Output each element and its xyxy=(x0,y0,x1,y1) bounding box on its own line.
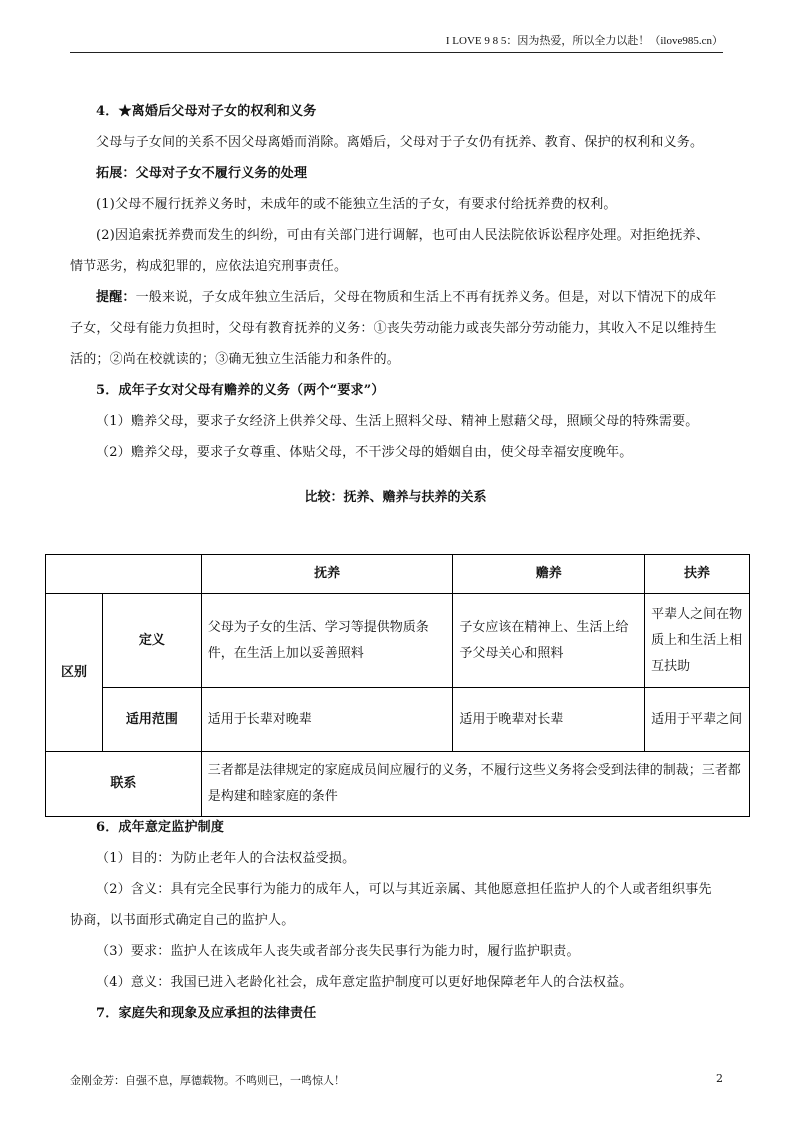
cell-def-fuyang2: 平辈人之间在物质上和生活上相互扶助 xyxy=(645,594,750,688)
table-row xyxy=(46,594,750,688)
header-text: I LOVE 9 8 5：因为热爱，所以全力以赴！（ilove985.cn） xyxy=(445,35,723,47)
section6-title: 6．成年意定监护制度 xyxy=(96,820,225,835)
page-footer xyxy=(70,1072,723,1088)
row-header-dingyi: 定义 xyxy=(102,594,201,688)
section6-item-1: （1）目的：为防止老年人的合法权益受损。 xyxy=(96,851,356,866)
cell-scope-shanyang: 适用于晚辈对长辈 xyxy=(453,688,645,752)
cell-lianxi: 三者都是法律规定的家庭成员间应履行的义务，不履行这些义务将会受到法律的制裁；三者都是构建和睦家庭的条件 xyxy=(201,752,749,817)
ext-item-1: (1)父母不履行抚养义务时，未成年的或不能独立生活的子女，有要求付给抚养费的权利。 xyxy=(96,197,617,212)
section6-item-3: （3）要求：监护人在该成年人丧失或者部分丧失民事行为能力时，履行监护职责。 xyxy=(96,944,580,959)
comparison-table xyxy=(45,554,750,817)
content-bottom xyxy=(70,812,721,1029)
col-header-fuyang: 抚养 xyxy=(201,555,453,594)
tip-text: 一般来说，子女成年独立生活后，父母在物质和生活上不再有抚养义务。但是，对以下情况下的成年子女，父母有能力负担时，父母有教育抚养的义务：①丧失劳动能力或丧失部分劳动能力，其收入不足以维持生活的；②尚在校就读的；③确无独立生活能力和条件的。 xyxy=(70,290,717,367)
section4-para1: 父母与子女间的关系不因父母离婚而消除。离婚后，父母对于子女仍有抚养、教育、保护的权利和义务。 xyxy=(96,135,704,150)
row-header-qubie: 区别 xyxy=(46,594,103,752)
section6-item-4: （4）意义：我国已进入老龄化社会，成年意定监护制度可以更好地保障老年人的合法权益。 xyxy=(96,975,633,990)
table-row xyxy=(46,688,750,752)
tip-label: 提醒： xyxy=(96,290,136,305)
section5-item-1: （1）赡养父母，要求子女经济上供养父母、生活上照料父母、精神上慰藉父母，照顾父母的特殊需要。 xyxy=(96,414,699,429)
section7-title: 7．家庭失和现象及应承担的法律责任 xyxy=(96,1006,317,1021)
table-row xyxy=(46,555,750,594)
tip-paragraph xyxy=(70,282,721,375)
compare-title: 比较：抚养、赡养与扶养的关系 xyxy=(304,490,487,505)
ext-item-2: (2)因追索抚养费而发生的纠纷，可由有关部门进行调解，也可由人民法院依诉讼程序处理。对拒绝抚养、情节恶劣，构成犯罪的，应依法追究刑事责任。 xyxy=(70,228,710,274)
footer-motto: 金刚金芳：自强不息，厚德载物。不鸣则已，一鸣惊人！ xyxy=(70,1074,345,1087)
row-header-lianxi: 联系 xyxy=(46,752,202,817)
content-top xyxy=(70,96,721,528)
page-number: 2 xyxy=(716,1072,723,1085)
section6-item-2: （2）含义：具有完全民事行为能力的成年人，可以与其近亲属、其他愿意担任监护人的个人或者组织事先协商，以书面形式确定自己的监护人。 xyxy=(70,882,712,928)
page-header xyxy=(70,30,723,53)
table-row xyxy=(46,752,750,817)
col-header-fuyang2: 扶养 xyxy=(645,555,750,594)
section5-title: 5．成年子女对父母有赡养的义务（两个“要求”） xyxy=(96,383,385,398)
row-header-fanwei: 适用范围 xyxy=(102,688,201,752)
cell-scope-fuyang: 适用于长辈对晚辈 xyxy=(201,688,453,752)
cell-def-fuyang: 父母为子女的生活、学习等提供物质条件，在生活上加以妥善照料 xyxy=(201,594,453,688)
section5-item-2: （2）赡养父母，要求子女尊重、体贴父母，不干涉父母的婚姻自由，使父母幸福安度晚年。 xyxy=(96,445,633,460)
cell-def-shanyang: 子女应该在精神上、生活上给予父母关心和照料 xyxy=(453,594,645,688)
ext-title: 拓展：父母对子女不履行义务的处理 xyxy=(96,166,308,181)
table-corner-cell xyxy=(46,555,202,594)
section4-title: 4．★离婚后父母对子女的权利和义务 xyxy=(96,104,317,119)
col-header-shanyang: 赡养 xyxy=(453,555,645,594)
cell-scope-fuyang2: 适用于平辈之间 xyxy=(645,688,750,752)
